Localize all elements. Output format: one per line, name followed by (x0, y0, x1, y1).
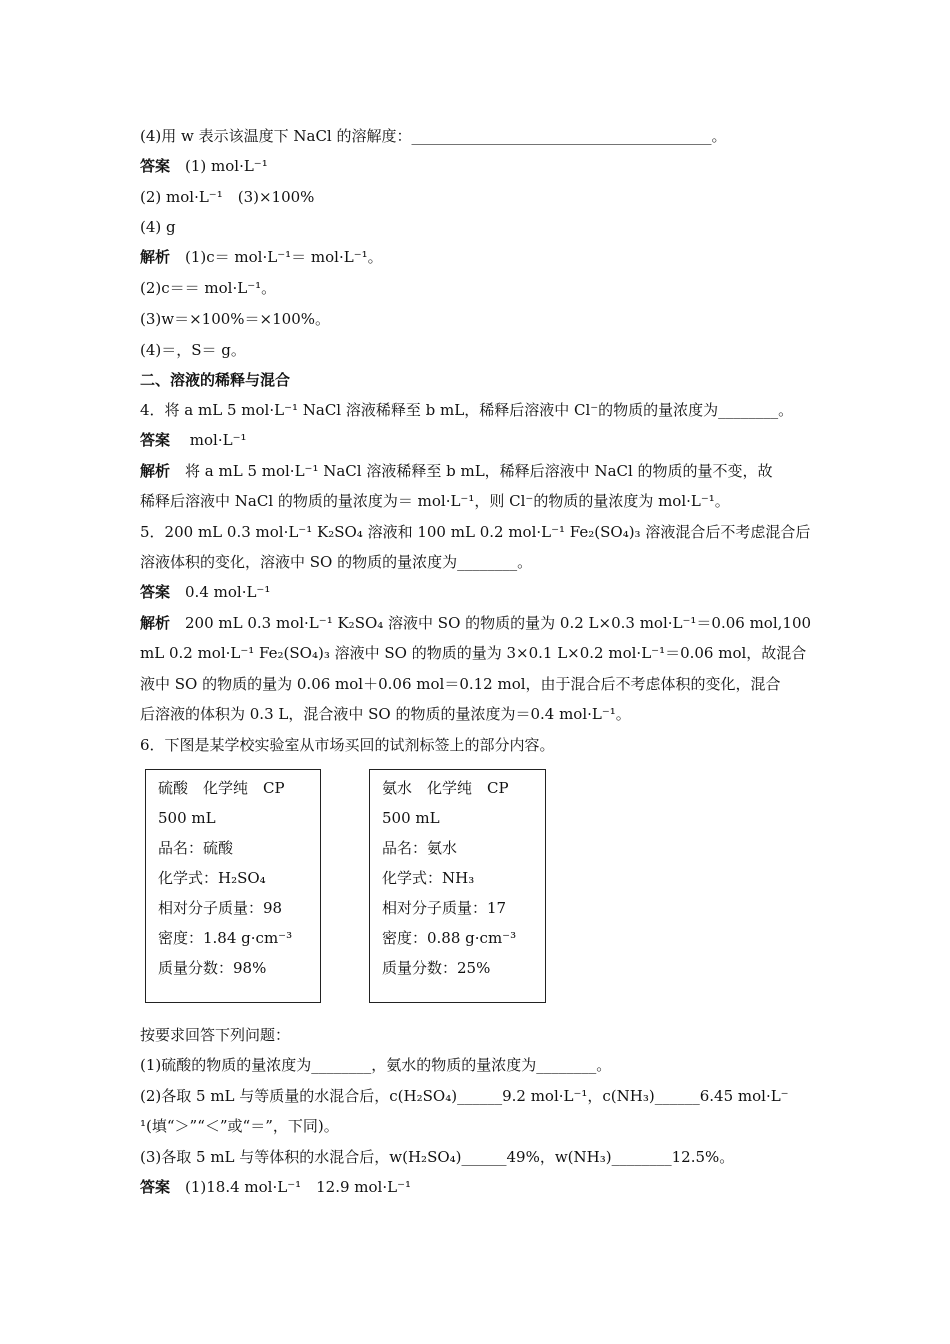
label-text: 化学式：H₂SO₄ (158, 869, 266, 887)
label-text: 密度：0.88 g·cm⁻³ (382, 929, 517, 947)
label-text: 500 mL (382, 809, 440, 827)
label-text: 密度：1.84 g·cm⁻³ (158, 929, 293, 947)
marker-label: 解析 (140, 462, 171, 480)
marker-label: 答案 (140, 1178, 171, 1196)
label-text: 氨水 化学纯 CP (382, 779, 509, 797)
marker-label: 解析 (140, 614, 171, 632)
analysis-5-line-2: mL 0.2 mol·L⁻¹ Fe₂(SO₄)₃ 溶液中 SO 的物质的量为 3×0.1 L×0.2 mol·L⁻¹＝0.06 mol，故混合 (140, 644, 807, 662)
section-heading: 二、溶液的稀释与混合 (140, 371, 291, 389)
marker-label: 答案 (140, 431, 171, 449)
analysis-5-line-3: 液中 SO 的物质的量为 0.06 mol＋0.06 mol＝0.12 mol，由于混合后不考虑体积的变化，混合 (140, 675, 781, 693)
question-6-part3: (3)各取 5 mL 与等体积的水混合后，w(H₂SO₄)______49%，w(NH₃)________12.5%。 (140, 1148, 735, 1166)
question-6-part2-line-2: ¹(填“＞”“＜”或“＝”，下同)。 (140, 1117, 339, 1135)
question-4: 4．将 a mL 5 mol·L⁻¹ NaCl 溶液稀释至 b mL，稀释后溶液中 Cl⁻的物质的量浓度为________。 (140, 401, 794, 419)
label-text: 硫酸 化学纯 CP (158, 779, 285, 797)
analysis-line-4: (4)＝，S＝ g。 (140, 341, 246, 359)
question-5-line-2: 溶液体积的变化，溶液中 SO 的物质的量浓度为________。 (140, 553, 533, 571)
label-text: 品名：氨水 (382, 839, 458, 857)
analysis-4-line-1: 解析 将 a mL 5 mol·L⁻¹ NaCl 溶液稀释至 b mL，稀释后溶液中 NaCl 的物质的量不变，故 (140, 462, 773, 480)
label-text: 化学式：NH₃ (382, 869, 475, 887)
marker-label: 答案 (140, 583, 171, 601)
answer-line-2: (2) mol·L⁻¹ (3)×100% (140, 188, 315, 206)
answer-4: 答案 mol·L⁻¹ (140, 431, 247, 449)
reagent-label-ammonia (369, 769, 546, 1003)
analysis-line-3: (3)w＝×100%＝×100%。 (140, 310, 330, 328)
label-text: 质量分数：98% (158, 959, 267, 977)
analysis-5-line-1: 解析 200 mL 0.3 mol·L⁻¹ K₂SO₄ 溶液中 SO 的物质的量为 0.2 L×0.3 mol·L⁻¹＝0.06 mol,100 (140, 614, 812, 632)
label-text: 相对分子质量：98 (158, 899, 283, 917)
marker-label: 答案 (140, 157, 171, 175)
analysis-line-1: 解析 (1)c＝ mol·L⁻¹＝ mol·L⁻¹。 (140, 248, 383, 266)
label-text: 相对分子质量：17 (382, 899, 507, 917)
answer-6: 答案 (1)18.4 mol·L⁻¹ 12.9 mol·L⁻¹ (140, 1178, 412, 1196)
analysis-4-line-2: 稀释后溶液中 NaCl 的物质的量浓度为＝ mol·L⁻¹，则 Cl⁻的物质的量浓度为 mol·L⁻¹。 (140, 492, 730, 510)
answer-line-1: 答案 (1) mol·L⁻¹ (140, 157, 268, 175)
question-6: 6．下图是某学校实验室从市场买回的试剂标签上的部分内容。 (140, 736, 555, 754)
analysis-5-line-4: 后溶液的体积为 0.3 L，混合液中 SO 的物质的量浓度为＝0.4 mol·L⁻¹。 (140, 705, 631, 723)
question-4-part4: (4)用 w 表示该温度下 NaCl 的溶解度：________________________________________。 (140, 127, 727, 145)
label-text: 500 mL (158, 809, 216, 827)
analysis-line-2: (2)c＝＝ mol·L⁻¹。 (140, 279, 277, 297)
marker-label: 解析 (140, 248, 171, 266)
question-6-part1: (1)硫酸的物质的量浓度为________，氨水的物质的量浓度为________。 (140, 1056, 612, 1074)
question-6-part2-line-1: (2)各取 5 mL 与等质量的水混合后，c(H₂SO₄)______9.2 mol·L⁻¹，c(NH₃)______6.45 mol·L⁻ (140, 1087, 789, 1105)
reagent-label-sulfuric-acid (145, 769, 321, 1003)
question-5-line-1: 5．200 mL 0.3 mol·L⁻¹ K₂SO₄ 溶液和 100 mL 0.2 mol·L⁻¹ Fe₂(SO₄)₃ 溶液混合后不考虑混合后 (140, 523, 811, 541)
answer-5: 答案 0.4 mol·L⁻¹ (140, 583, 271, 601)
label-text: 品名：硫酸 (158, 839, 234, 857)
answer-line-3: (4) g (140, 218, 176, 236)
label-text: 质量分数：25% (382, 959, 491, 977)
instructions: 按要求回答下列问题： (140, 1026, 291, 1044)
